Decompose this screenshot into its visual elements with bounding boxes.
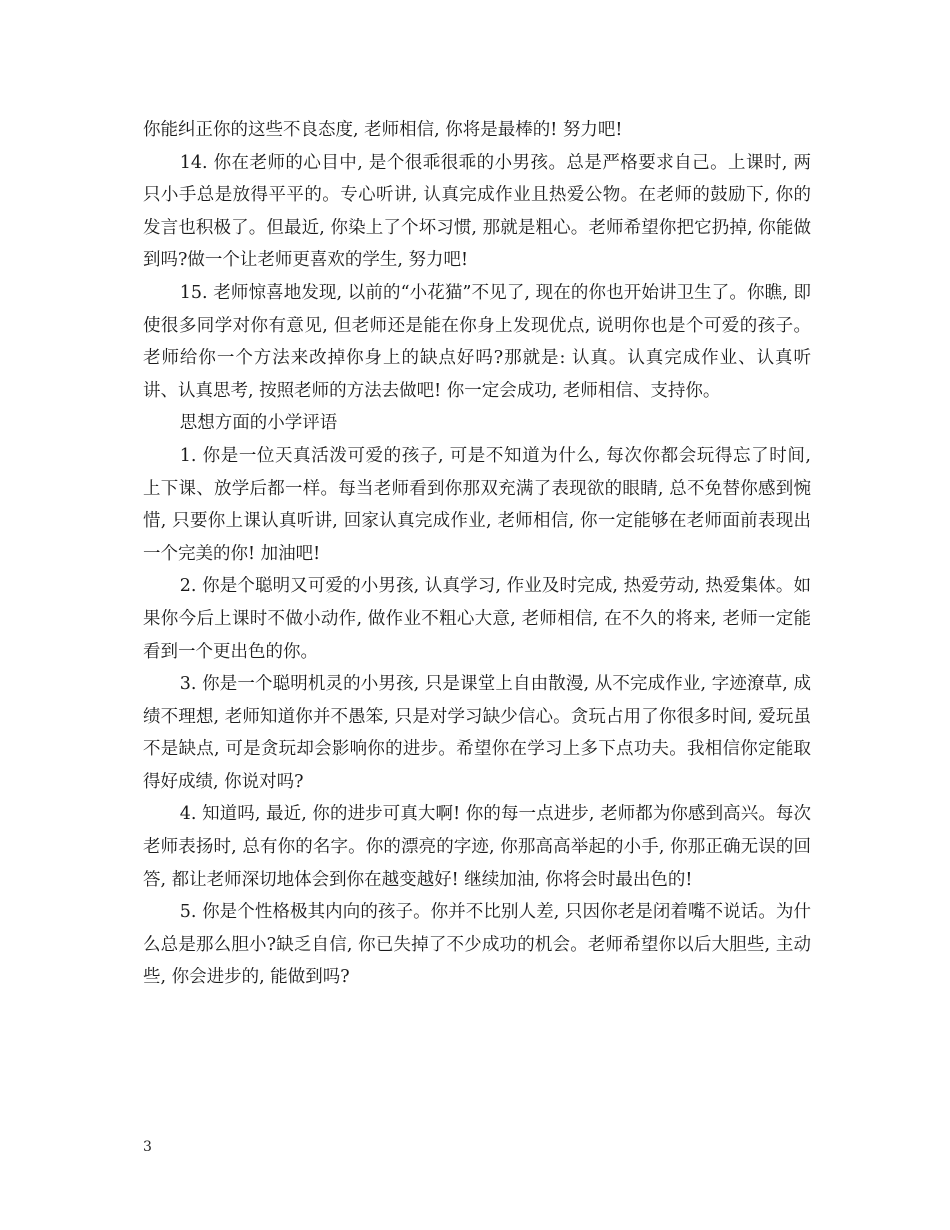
page-number: 3	[143, 1139, 152, 1155]
paragraph-section-item-5: 5. 你是个性格极其内向的孩子。你并不比别人差, 只因你老是闭着嘴不说话。为什么总是那么胆小?缺乏自信, 你已失掉了不少成功的机会。老师希望你以后大胆些, 主动些, 你会进步的, 能做到吗?	[143, 902, 811, 988]
document-body	[143, 114, 811, 994]
paragraph-section-item-3: 3. 你是一个聪明机灵的小男孩, 只是课堂上自由散漫, 从不完成作业, 字迹潦草, 成绩不理想, 老师知道你并不愚笨, 只是对学习缺少信心。贪玩占用了你很多时间, 爱玩虽不是缺点, 可是贪玩却会影响你的进步。希望你在学习上多下点功夫。我相信你定能取得好成绩, 你说对吗?	[143, 674, 811, 792]
paragraph-section-item-1: 1. 你是一位天真活泼可爱的孩子, 可是不知道为什么, 每次你都会玩得忘了时间, 上下课、放学后都一样。每当老师看到你那双充满了表现欲的眼睛, 总不免替你感到惋惜, 只要你上课认真听讲, 回家认真完成作业, 老师相信, 你一定能够在老师面前表现出一个完美的你! 加油吧!	[143, 445, 811, 564]
paragraph-item-15: 15. 老师惊喜地发现, 以前的“小花猫”不见了, 现在的你也开始讲卫生了。你瞧, 即使很多同学对你有意见, 但老师还是能在你身上发现优点, 说明你也是个可爱的孩子。老师给你一个方法来改掉你身上的缺点好吗?那就是: 认真。认真完成作业、认真听讲、认真思考, 按照老师的方法去做吧! 你一定会成功, 老师相信、支持你。	[143, 282, 811, 401]
paragraph-continuation: 你能纠正你的这些不良态度, 老师相信, 你将是最棒的! 努力吧!	[143, 120, 623, 140]
paragraph-section-item-2: 2. 你是个聪明又可爱的小男孩, 认真学习, 作业及时完成, 热爱劳动, 热爱集体。如果你今后上课时不做小动作, 做作业不粗心大意, 老师相信, 在不久的将来, 老师一定能看到一个更出色的你。	[143, 576, 811, 662]
section-heading: 思想方面的小学评语	[179, 413, 338, 434]
paragraph-section-item-4: 4. 知道吗, 最近, 你的进步可真大啊! 你的每一点进步, 老师都为你感到高兴。每次老师表扬时, 总有你的名字。你的漂亮的字迹, 你那高高举起的小手, 你那正确无误的回答, 都让老师深切地体会到你在越变越好! 继续加油, 你将会时最出色的!	[143, 804, 811, 890]
paragraph-item-14: 14. 你在老师的心目中, 是个很乖很乖的小男孩。总是严格要求自己。上课时, 两只小手总是放得平平的。专心听讲, 认真完成作业且热爱公物。在老师的鼓励下, 你的发言也积极了。但最近, 你染上了个坏习惯, 那就是粗心。老师希望你把它扔掉, 你能做到吗?做一个让老师更喜欢的学生, 努力吧!	[143, 152, 811, 271]
